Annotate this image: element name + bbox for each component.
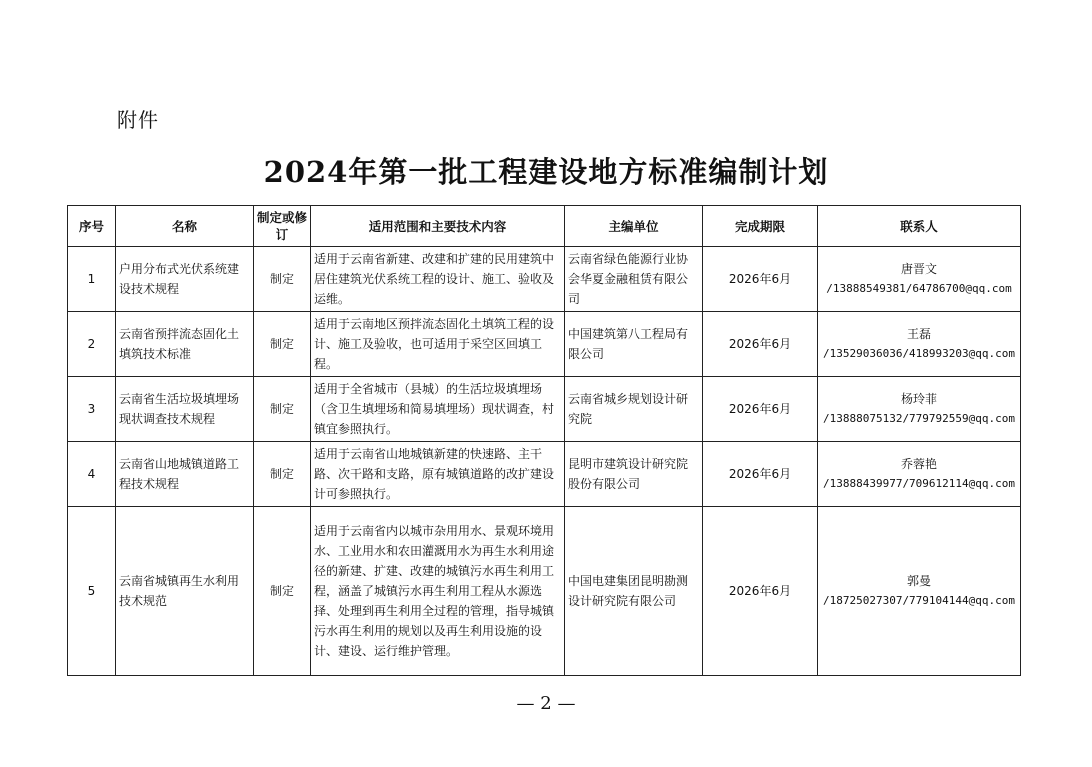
editor-organization: 云南省绿色能源行业协会华夏金融租赁有限公司 — [565, 247, 703, 312]
row-number: 1 — [68, 247, 116, 312]
row-number: 2 — [68, 312, 116, 377]
standard-scope: 适用于云南省内以城市杂用用水、景观环境用水、工业用水和农田灌溉用水为再生水利用途径的新建、扩建、改建的城镇污水再生利用工程，涵盖了城镇污水再生利用工程从水源选择、处理到再生利用全过程的管理，指导城镇污水再生利用的规划以及再生利用设施的设计、建设、运行维护管理。 — [311, 507, 565, 676]
table-row — [68, 377, 1021, 442]
contact-info: /13888549381/64786700@qq.com — [826, 282, 1012, 295]
table-row — [68, 247, 1021, 312]
standard-type: 制定 — [254, 377, 311, 442]
contact-name: 唐晋文 — [900, 262, 937, 276]
contact-info: /13888075132/779792559@qq.com — [822, 412, 1016, 425]
header-contact: 联系人 — [818, 206, 1021, 247]
row-number: 5 — [68, 507, 116, 676]
standard-name: 云南省预拌流态固化土填筑技术标准 — [116, 312, 254, 377]
standard-name: 云南省生活垃圾填埋场现状调查技术规程 — [116, 377, 254, 442]
contact-info: /13529036036/418993203@qq.com — [822, 347, 1016, 360]
standard-name: 户用分布式光伏系统建设技术规程 — [116, 247, 254, 312]
deadline: 2026年6月 — [703, 377, 818, 442]
editor-organization: 中国建筑第八工程局有限公司 — [565, 312, 703, 377]
standard-scope: 适用于云南地区预拌流态固化土填筑工程的设计、施工及验收，也可适用于采空区回填工程。 — [311, 312, 565, 377]
header-scope: 适用范围和主要技术内容 — [311, 206, 565, 247]
standard-type: 制定 — [254, 247, 311, 312]
standard-scope: 适用于云南省新建、改建和扩建的民用建筑中居住建筑光伏系统工程的设计、施工、验收及运维。 — [311, 247, 565, 312]
table-row — [68, 507, 1021, 676]
standard-scope: 适用于全省城市（县城）的生活垃圾填埋场（含卫生填埋场和简易填埋场）现状调查，村镇宜参照执行。 — [311, 377, 565, 442]
header-org: 主编单位 — [565, 206, 703, 247]
contact-cell — [818, 442, 1021, 507]
contact-name: 王磊 — [906, 327, 931, 341]
standard-type: 制定 — [254, 507, 311, 676]
contact-cell — [818, 377, 1021, 442]
editor-organization: 昆明市建筑设计研究院股份有限公司 — [565, 442, 703, 507]
contact-name: 郭曼 — [906, 574, 931, 588]
header-no: 序号 — [68, 206, 116, 247]
standards-plan-table — [67, 205, 1021, 676]
standard-name: 云南省城镇再生水利用技术规范 — [116, 507, 254, 676]
standard-name: 云南省山地城镇道路工程技术规程 — [116, 442, 254, 507]
editor-organization: 中国电建集团昆明勘测设计研究院有限公司 — [565, 507, 703, 676]
contact-cell — [818, 507, 1021, 676]
contact-cell — [818, 312, 1021, 377]
header-type: 制定或修订 — [254, 206, 311, 247]
editor-organization: 云南省城乡规划设计研究院 — [565, 377, 703, 442]
standard-scope: 适用于云南省山地城镇新建的快速路、主干路、次干路和支路，原有城镇道路的改扩建设计可参照执行。 — [311, 442, 565, 507]
header-name: 名称 — [116, 206, 254, 247]
contact-info: /13888439977/709612114@qq.com — [822, 477, 1016, 490]
contact-name: 乔蓉艳 — [900, 457, 937, 471]
contact-name: 杨玲菲 — [900, 392, 937, 406]
deadline: 2026年6月 — [703, 507, 818, 676]
standard-type: 制定 — [254, 442, 311, 507]
page-number: — 2 — — [516, 693, 576, 714]
row-number: 3 — [68, 377, 116, 442]
attachment-label: 附件 — [117, 108, 159, 132]
row-number: 4 — [68, 442, 116, 507]
contact-cell — [818, 247, 1021, 312]
table-header-row — [68, 206, 1021, 247]
standard-type: 制定 — [254, 312, 311, 377]
deadline: 2026年6月 — [703, 312, 818, 377]
deadline: 2026年6月 — [703, 442, 818, 507]
table-row — [68, 442, 1021, 507]
header-deadline: 完成期限 — [703, 206, 818, 247]
deadline: 2026年6月 — [703, 247, 818, 312]
table-row — [68, 312, 1021, 377]
contact-info: /18725027307/779104144@qq.com — [822, 594, 1016, 607]
document-title: 2024年第一批工程建设地方标准编制计划 — [263, 155, 829, 189]
